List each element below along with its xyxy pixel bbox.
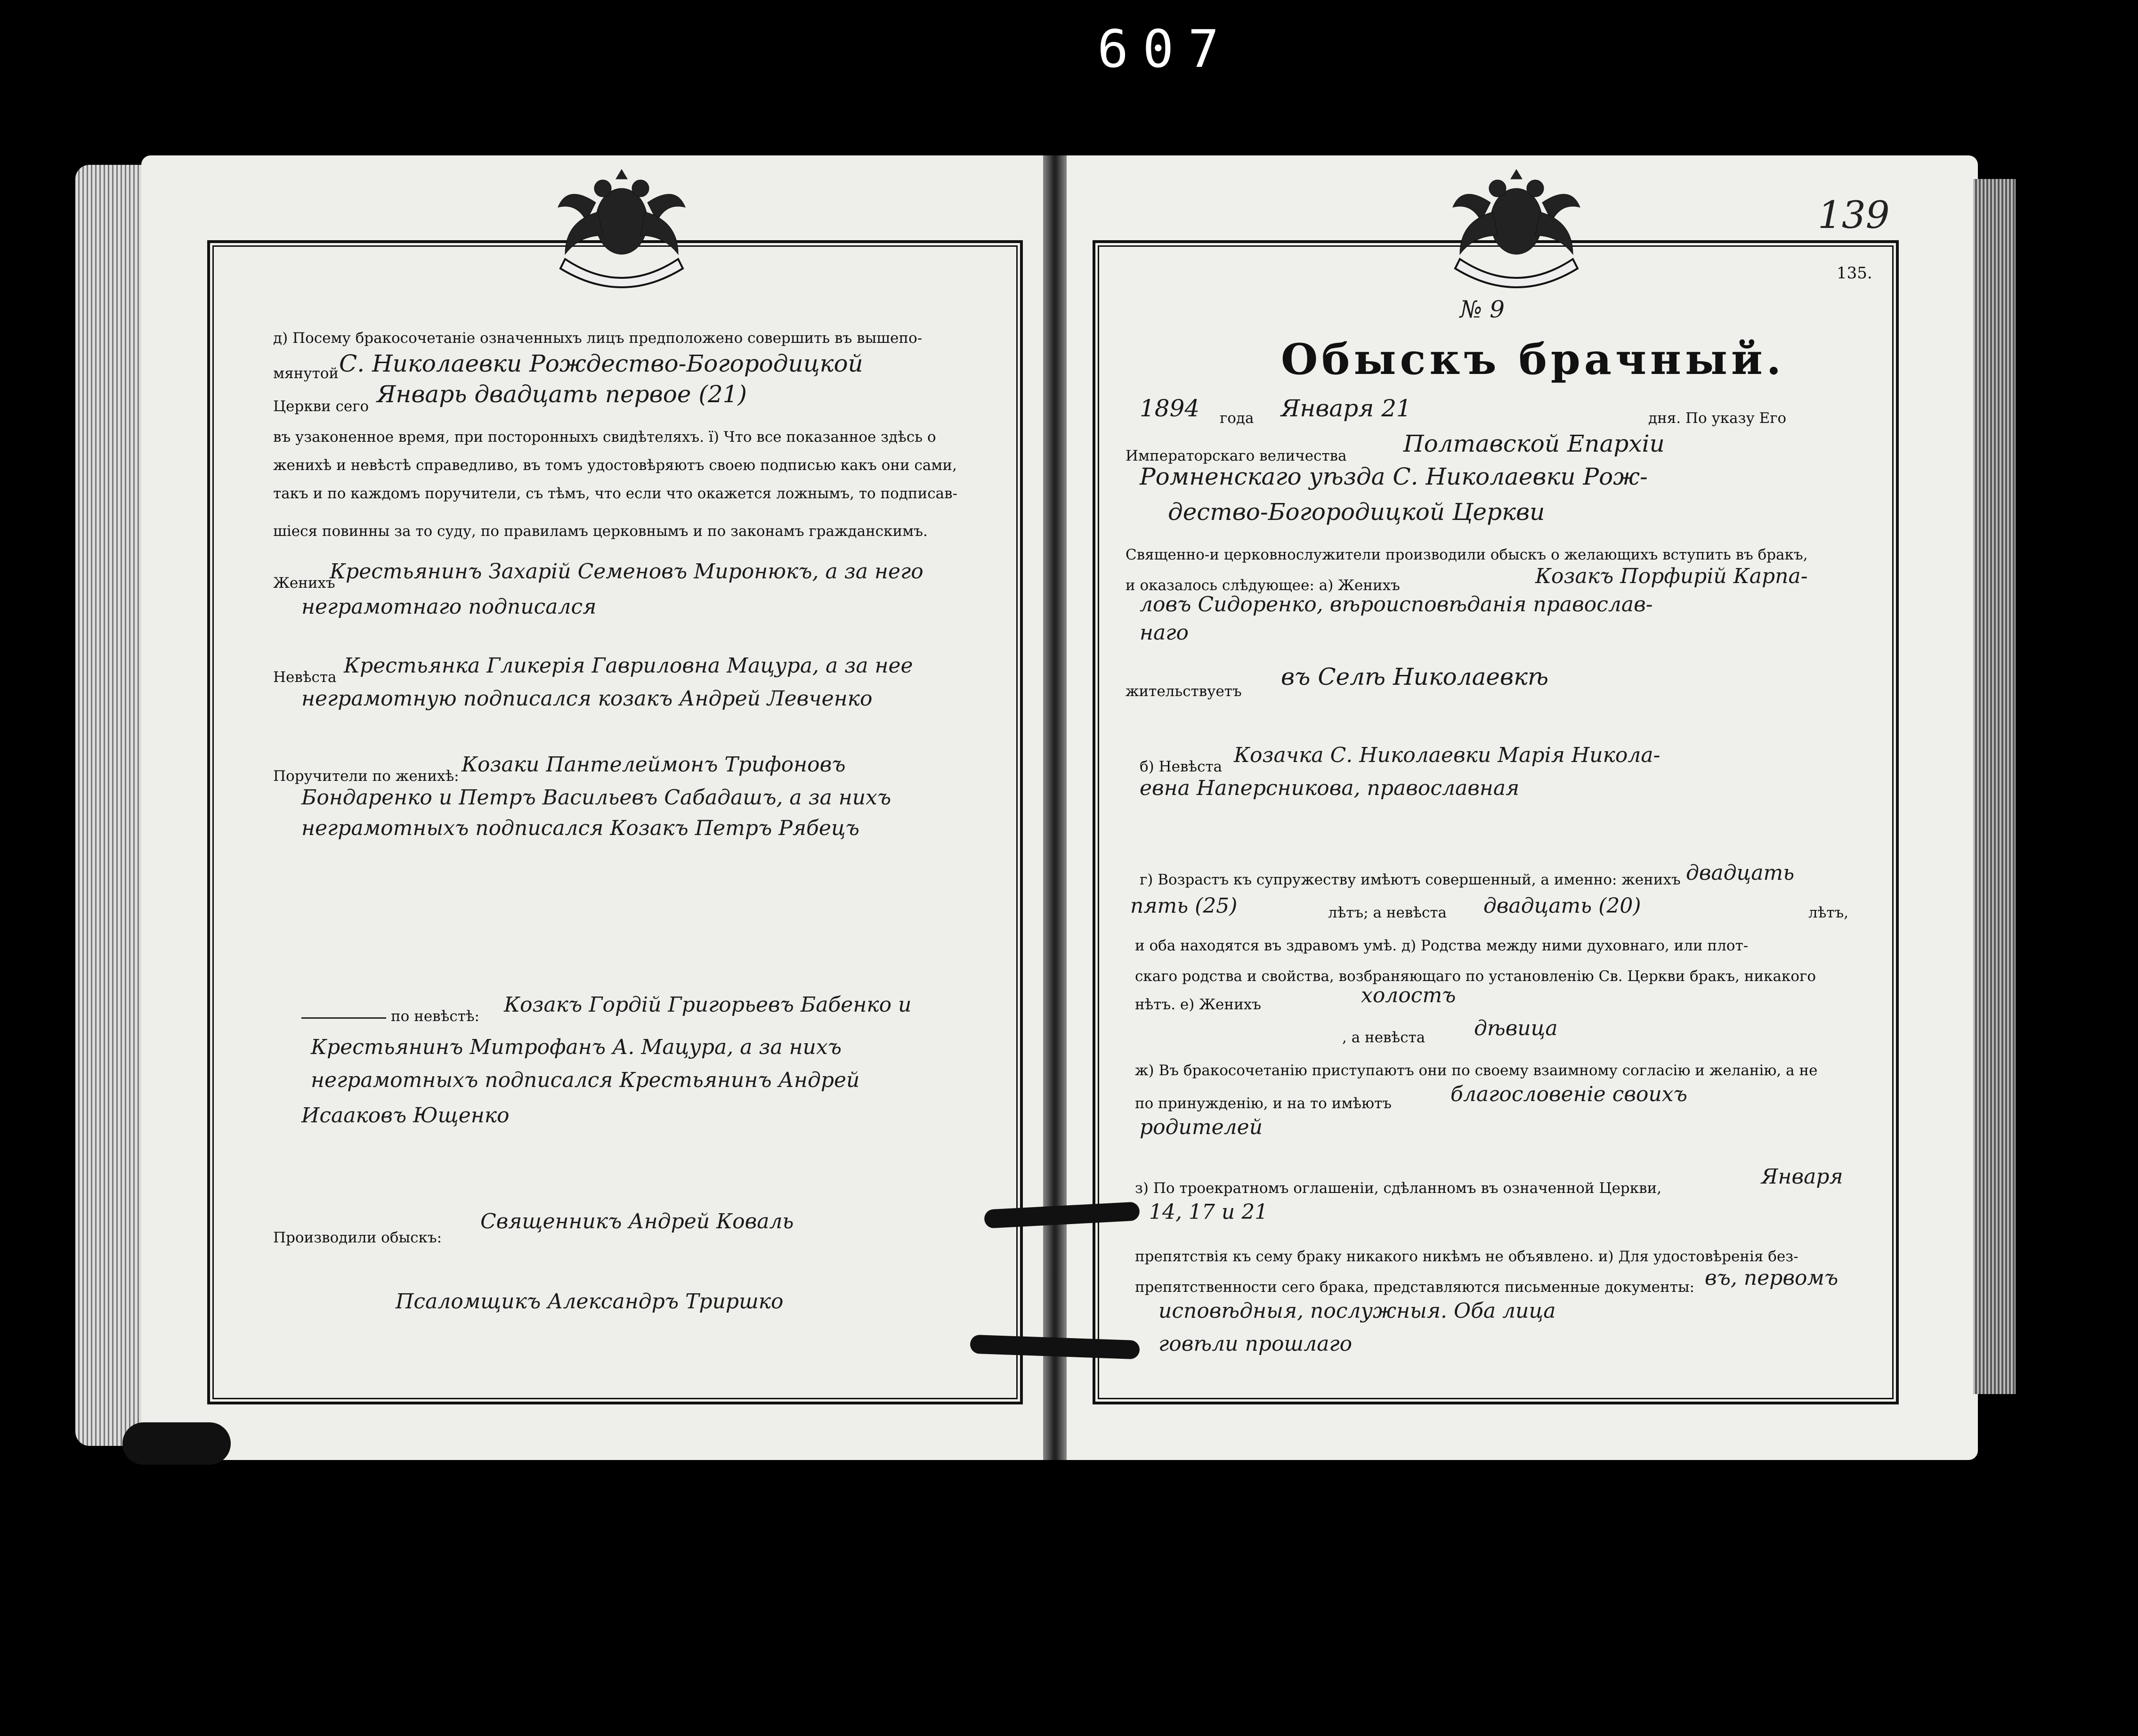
age-line1: г) Возрастъ къ супружеству имѣютъ совершенный, а именно: женихъ: [1140, 871, 1681, 888]
bride-label: Невѣста: [273, 669, 337, 686]
line3-handwriting: Ромненскаго уѣзда С. Николаевки Рож-: [1140, 463, 1648, 490]
banns-line-prefix: з) По троекратномъ оглашенiи, сдѣланномъ въ означенной Церкви,: [1135, 1180, 1662, 1197]
search-by-handwriting-2: Псаломщикъ Александръ Триршко: [396, 1290, 784, 1314]
health-line: и оба находятся въ здравомъ умѣ. д) Родства между ними духовнаго, или плот-: [1135, 937, 1749, 954]
impediment-line4-handwriting: говѣли прошлаго: [1158, 1332, 1352, 1356]
bride-label-right: б) Невѣста: [1140, 758, 1223, 775]
para-d-line4: въ узаконенное время, при посторонныхъ свидѣтеляхъ. ї) Что все показанное здѣсь о: [273, 429, 936, 446]
line4-handwriting: дество-Богородицкой Церкви: [1168, 498, 1545, 526]
line6-prefix: и оказалось слѣдующее: а) Женихъ: [1126, 577, 1400, 594]
groom-handwriting-2: неграмотнаго подписался: [301, 595, 597, 619]
groom-label: Женихъ: [273, 575, 335, 592]
groom-status-prefix: нѣтъ. е) Женихъ: [1135, 996, 1261, 1013]
book-spine: [1043, 155, 1067, 1460]
banns-month-handwriting: Января: [1761, 1165, 1843, 1189]
line2-prefix: Императорскаго величества: [1126, 447, 1347, 464]
consent-line2-handwriting: благословенiе своихъ: [1450, 1082, 1687, 1106]
age-groom-handwriting: пять (25): [1130, 894, 1238, 918]
guarantors-groom-handwriting-1: Козаки Пантелеймонъ Трифоновъ: [462, 753, 846, 777]
para-d-line3-prefix: Церкви сего: [273, 398, 369, 415]
guarantors-bride-handwriting-2: Крестьянинъ Митрофанъ А. Мацура, а за нихъ: [311, 1035, 842, 1059]
bride-handwriting-1: Крестьянка Гликерiя Гавриловна Мацура, а за нее: [344, 654, 913, 678]
guarantors-bride-rule: [301, 1017, 386, 1019]
line1-end: дня. По указу Его: [1648, 410, 1787, 427]
guarantors-bride-label: по невѣстѣ:: [391, 1008, 479, 1025]
binding-cord-end: [122, 1422, 231, 1465]
line7-handwriting: ловъ Сидоренко, вѣроисповѣданiя православ-: [1140, 592, 1653, 617]
document-title: Обыскъ брачный.: [1281, 334, 1785, 384]
line6-handwriting: Козакъ Порфирiй Карпа-: [1535, 564, 1808, 588]
consent-line3-handwriting: родителей: [1140, 1115, 1263, 1139]
impediment-line2-prefix: препятственности сего брака, представляются письменные документы:: [1135, 1279, 1695, 1296]
impediment-line2-handwriting: въ, первомъ: [1705, 1266, 1838, 1290]
line2-handwriting: Полтавской Епархiи: [1403, 430, 1665, 457]
guarantors-groom-label: Поручители по женихѣ:: [273, 768, 459, 785]
para-d-line2-prefix: мянутой: [273, 365, 339, 382]
bride-right-handwriting-2: евна Наперсникова, православная: [1140, 776, 1520, 800]
line1-year: 1894: [1140, 395, 1200, 422]
residence-label: жительствуетъ: [1126, 683, 1242, 700]
para-d-line1: д) Посему бракосочетанiе означенныхъ лицъ предположено совершить въ вышепо-: [273, 330, 923, 347]
impediment-line3-handwriting: исповѣдныя, послужныя. Оба лица: [1158, 1299, 1556, 1323]
bride-handwriting-2: неграмотную подписался козакъ Андрей Левченко: [301, 687, 873, 711]
groom-status-handwriting: холостъ: [1361, 983, 1456, 1007]
guarantors-groom-handwriting-2: Бондаренко и Петръ Васильевъ Сабадашъ, а за нихъ: [301, 786, 891, 810]
banns-dates-handwriting: 14, 17 и 21: [1149, 1200, 1268, 1224]
record-number: № 9: [1460, 296, 1505, 323]
search-by-handwriting-1: Священникъ Андрей Коваль: [480, 1209, 794, 1233]
bride-right-handwriting-1: Козачка С. Николаевки Марiя Никола-: [1234, 743, 1660, 767]
age-line1-handwriting: двадцать: [1686, 861, 1795, 885]
guarantors-groom-handwriting-3: неграмотныхъ подписался Козакъ Петръ Рябецъ: [301, 816, 859, 840]
line1-mid: года: [1220, 410, 1254, 427]
para-d-line3-handwriting: Январь двадцать первое (21): [377, 381, 747, 408]
page-number-printed: 135.: [1837, 264, 1872, 283]
age-bride-handwriting: двадцать (20): [1483, 894, 1641, 918]
guarantors-bride-handwriting-3: неграмотныхъ подписался Крестьянинъ Андрей: [311, 1068, 860, 1092]
residence-handwriting: въ Селѣ Николаевкѣ: [1281, 663, 1549, 690]
line8-handwriting: наго: [1140, 621, 1189, 645]
bride-status-prefix: , а невѣста: [1342, 1029, 1425, 1046]
line1-month: Января 21: [1281, 395, 1411, 422]
consent-line1: ж) Въ бракосочетанiю приступаютъ они по своему взаимному согласiю и желанiю, а не: [1135, 1062, 1818, 1079]
para-d-line5: женихѣ и невѣстѣ справедливо, въ томъ удостовѣряютъ своею подписью какъ они сами,: [273, 457, 957, 474]
left-page-edges: [75, 165, 146, 1446]
double-headed-eagle-icon-right: [1441, 151, 1592, 292]
kin-line: скаго родства и свойства, возбраняющаго по установленiю Св. Церкви бракъ, никакого: [1135, 968, 1816, 985]
groom-handwriting-1: Крестьянинъ Захарiй Семеновъ Миронюкъ, а за него: [330, 560, 923, 584]
para-d-line7: шiеся повинны за то суду, по правиламъ церковнымъ и по законамъ гражданскимъ.: [273, 523, 928, 540]
age-line2-end: лѣтъ,: [1808, 904, 1849, 921]
guarantors-bride-handwriting-4: Исааковъ Ющенко: [301, 1103, 510, 1128]
double-headed-eagle-icon: [546, 151, 697, 292]
frame-number: 607: [1097, 19, 1233, 79]
para-d-line2-handwriting: С. Николаевки Рождество-Богородицкой: [339, 350, 863, 377]
impediment-line1: препятствiя къ сему браку никакого никѣмъ не объявлено. и) Для удостовѣренiя без-: [1135, 1248, 1798, 1265]
line5: Священно-и церковнослужители производили обыскъ о желающихъ вступить въ бракъ,: [1126, 546, 1808, 563]
bride-status-handwriting: дѣвица: [1474, 1016, 1558, 1040]
age-line2-mid: лѣтъ; а невѣста: [1328, 904, 1447, 921]
para-d-line6: такъ и по каждомъ поручители, съ тѣмъ, что если что окажется ложнымъ, то подписав-: [273, 485, 958, 502]
right-page-edges: [1973, 179, 2016, 1394]
guarantors-bride-handwriting-1: Козакъ Гордiй Григорьевъ Бабенко и: [504, 993, 912, 1017]
search-by-label: Производили обыскъ:: [273, 1229, 442, 1246]
consent-line2-prefix: по принужденiю, и на то имѣютъ: [1135, 1095, 1392, 1112]
page-number-handwritten: 139: [1818, 193, 1890, 237]
